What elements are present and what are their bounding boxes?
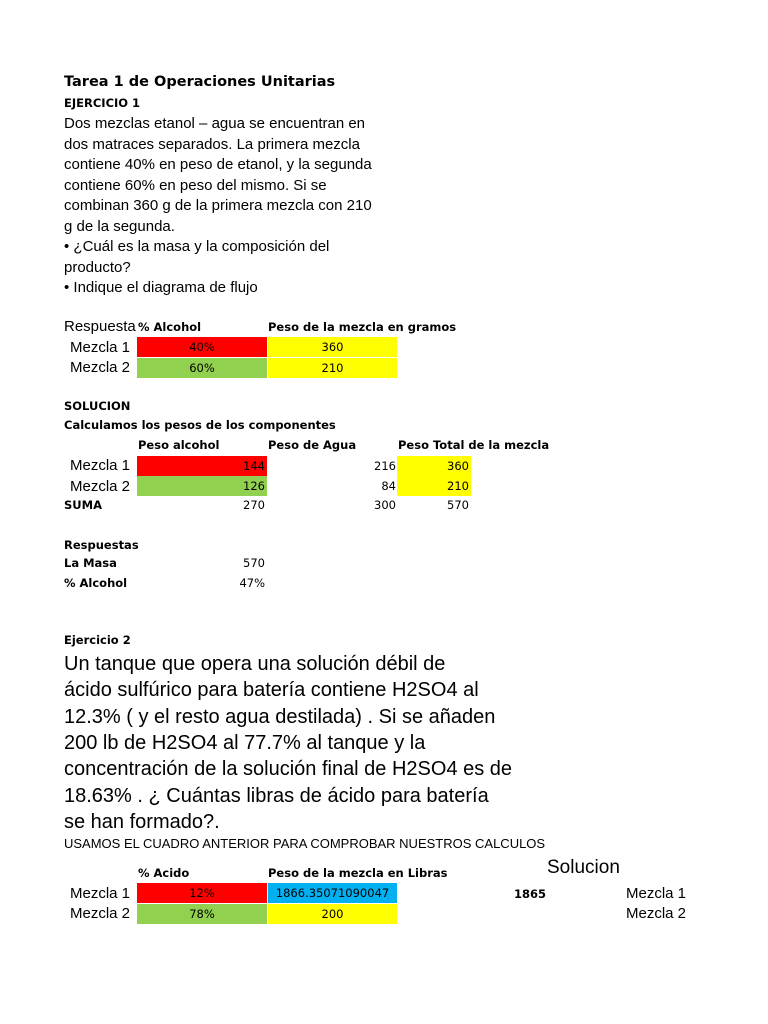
- exercise-1-heading: EJERCICIO 1: [64, 96, 141, 110]
- statement-line: contiene 40% en peso de etanol, y la segunda: [64, 156, 372, 173]
- statement-line: combinan 360 g de la primera mezcla con 210: [64, 197, 372, 214]
- statement-line: • Indique el diagrama de flujo: [64, 279, 258, 296]
- col-header-alcohol: Peso alcohol: [138, 438, 220, 452]
- agua-cell: 84: [381, 479, 396, 493]
- answers-heading: Respuestas: [64, 538, 139, 552]
- pct-cell: 12%: [137, 883, 267, 903]
- pct-cell: 78%: [137, 904, 267, 924]
- statement-line: g de la segunda.: [64, 217, 175, 235]
- solucion-heading: SOLUCION: [64, 399, 131, 413]
- sum-label: SUMA: [64, 498, 102, 512]
- statement-line: concentración de la solución final de H2SO4 es de: [64, 758, 513, 781]
- statement-line: • ¿Cuál es la masa y la composición del: [64, 238, 330, 255]
- alcohol-cell: 126: [137, 476, 267, 496]
- pct-cell: 40%: [137, 337, 267, 357]
- statement-line: contiene 60% en peso del mismo. Si se: [64, 176, 327, 194]
- col-header-alcohol: % Alcohol: [138, 320, 202, 334]
- statement-line: dos matraces separados. La primera mezcla: [64, 135, 360, 153]
- note-line: USAMOS EL CUADRO ANTERIOR PARA COMPROBAR NUESTROS CALCULOS: [64, 836, 546, 851]
- document-title: Tarea 1 de Operaciones Unitarias: [64, 74, 336, 90]
- solucion-label: Solucion: [547, 857, 620, 878]
- peso-cell: 360: [268, 337, 397, 357]
- alcohol-label: % Alcohol: [64, 576, 128, 590]
- statement-line: ácido sulfúrico para batería contiene H2SO4 al: [64, 679, 479, 702]
- exercise-2-heading: Ejercicio 2: [64, 633, 131, 647]
- statement-line: Un tanque que opera una solución débil de: [64, 653, 446, 675]
- row-label: Mezcla 2: [70, 905, 131, 922]
- agua-cell: 216: [374, 459, 396, 473]
- col-header-peso: Peso de la mezcla en gramos: [268, 320, 457, 334]
- alcohol-cell: 144: [137, 456, 267, 476]
- peso-cell: 210: [268, 358, 397, 378]
- respuesta-label: Respuesta: [64, 318, 136, 335]
- alcohol-value: 47%: [239, 576, 265, 590]
- pct-cell: 60%: [137, 358, 267, 378]
- col-header-agua: Peso de Agua: [268, 438, 357, 452]
- masa-label: La Masa: [64, 556, 117, 570]
- solucion-subheading: Calculamos los pesos de los componentes: [64, 418, 336, 432]
- statement-line: 18.63% . ¿ Cuántas libras de ácido para batería: [64, 784, 489, 807]
- sum-total: 570: [447, 498, 469, 512]
- row-label: Mezcla 1: [70, 457, 131, 474]
- masa-value: 570: [243, 556, 265, 570]
- side-value: 1865: [514, 887, 547, 901]
- row-label: Mezcla 2: [70, 478, 131, 495]
- row-label: Mezcla 1: [70, 885, 131, 902]
- side-row-label: Mezcla 1: [626, 885, 687, 902]
- sum-alcohol: 270: [243, 498, 265, 512]
- total-cell: 360: [397, 456, 471, 476]
- total-cell: 210: [397, 476, 471, 496]
- peso-cell: 200: [268, 904, 397, 924]
- col-header-acido: % Acido: [138, 866, 190, 880]
- col-header-peso-libras: Peso de la mezcla en Libras: [268, 866, 448, 880]
- statement-line: producto?: [64, 258, 131, 276]
- statement-line: 200 lb de H2SO4 al 77.7% al tanque y la: [64, 731, 426, 754]
- statement-line: 12.3% ( y el resto agua destilada) . Si se añaden: [64, 705, 496, 728]
- sum-agua: 300: [374, 498, 396, 512]
- side-row-label: Mezcla 2: [626, 905, 687, 922]
- col-header-total: Peso Total de la mezcla: [398, 438, 550, 452]
- row-label: Mezcla 2: [70, 359, 131, 376]
- peso-cell: 1866.35071090047: [268, 883, 397, 903]
- statement-line: Dos mezclas etanol – agua se encuentran en: [64, 115, 366, 132]
- statement-line: se han formado?.: [64, 810, 220, 833]
- row-label: Mezcla 1: [70, 339, 131, 356]
